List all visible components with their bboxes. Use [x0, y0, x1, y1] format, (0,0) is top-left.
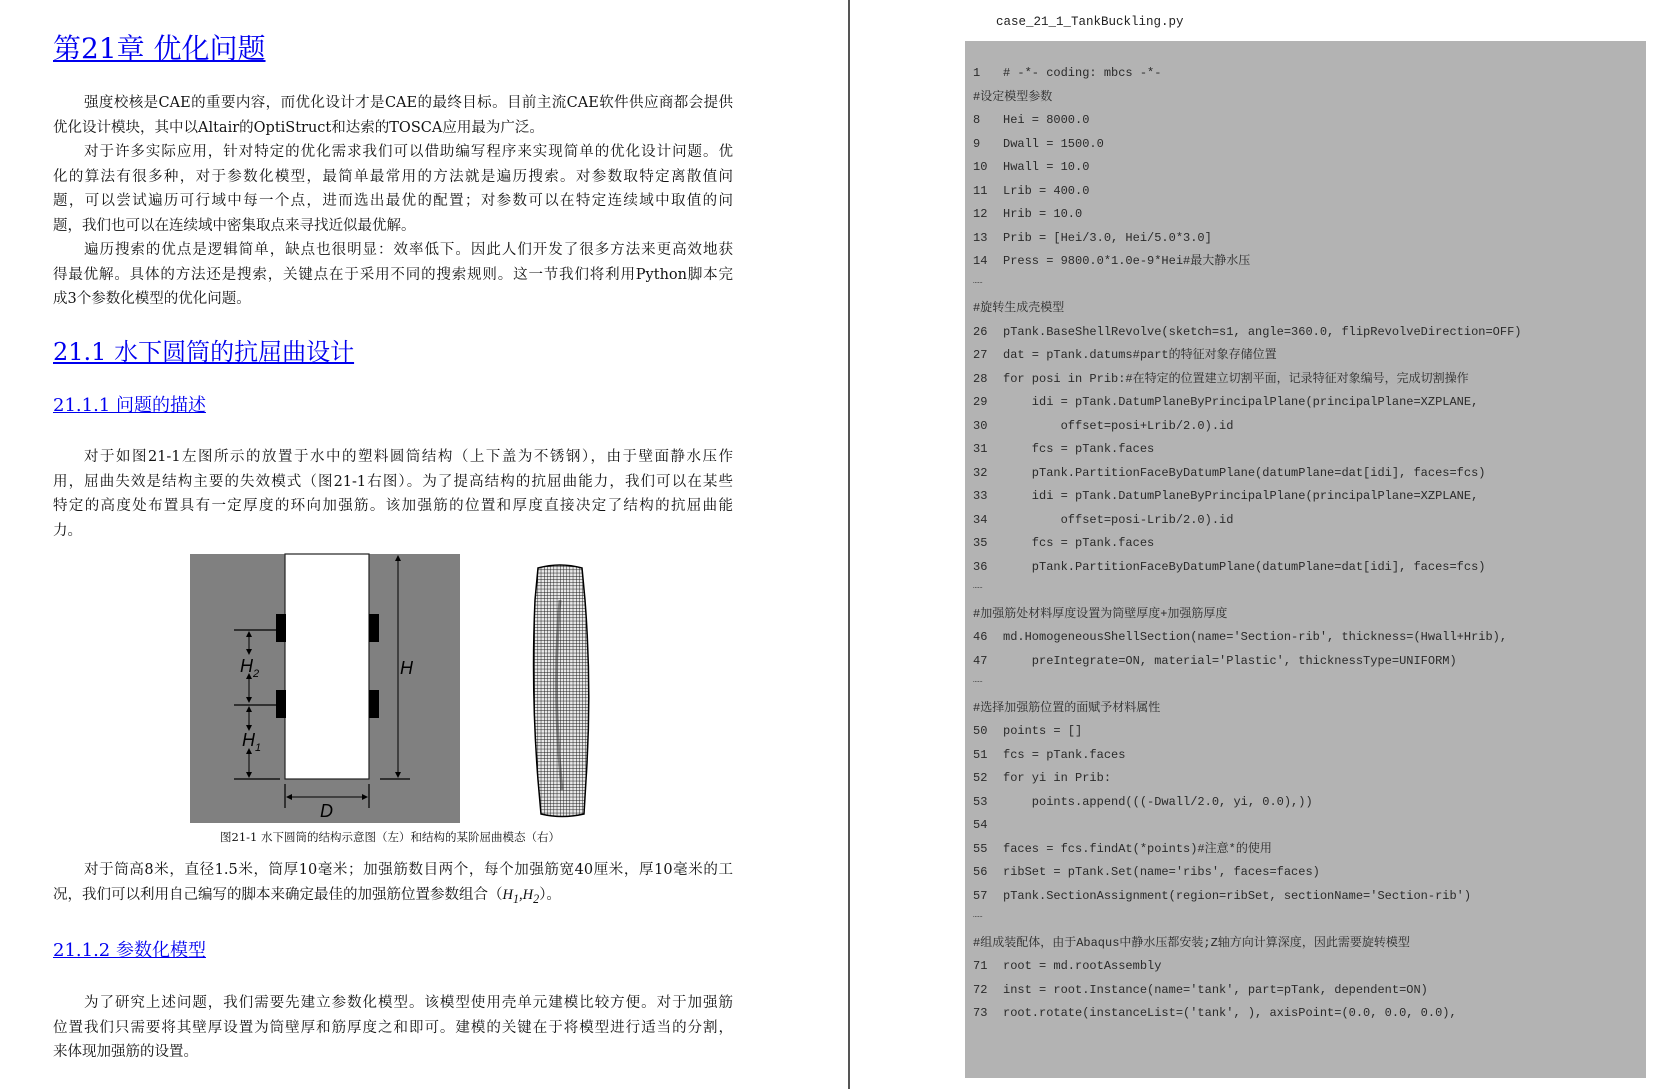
line-number: 51	[973, 747, 988, 762]
ellipsis-text: ……	[973, 276, 983, 286]
code-line	[973, 391, 1643, 415]
subsection-problem-link[interactable]: 21.1.1 问题的描述	[53, 395, 206, 416]
code-text: preIntegrate=ON, material='Plastic', thicknessType=UNIFORM)	[1003, 653, 1457, 668]
label-h1: $H_1$	[242, 730, 262, 754]
line-number: 46	[973, 630, 988, 644]
code-lines	[973, 62, 1643, 1026]
paragraph-line: 题，可以尝试遍历可行域中每一个点，进而选出最优的配置；对参数可以在特定连续域中取值的问	[53, 193, 733, 209]
code-text: fcs = pTank.faces	[1003, 747, 1126, 762]
code-text: pTank.SectionAssignment(region=ribSet, sectionName='Section-rib')	[1003, 888, 1472, 903]
code-text: points.append(((-Dwall/2.0, yi, 0.0),))	[1003, 794, 1313, 809]
line-number: 71	[973, 959, 988, 973]
code-text: offset=posi-Lrib/2.0).id	[1003, 512, 1234, 527]
code-text: faces = fcs.findAt(*points)#注意*的使用	[1003, 841, 1272, 856]
code-line	[973, 744, 1643, 768]
code-line	[973, 626, 1643, 650]
line-number: 27	[973, 348, 988, 362]
code-text: Lrib = 400.0	[1003, 183, 1090, 198]
line-number: 55	[973, 841, 988, 856]
code-line	[973, 720, 1643, 744]
code-line	[973, 791, 1643, 815]
page-divider	[848, 0, 850, 1089]
model-paragraph	[53, 991, 733, 1065]
paragraph-line: 化的算法有很多种，对于参数化模型，最简单最常用的方法就是遍历搜索。对参数取特定离散值问	[53, 168, 733, 185]
paragraph-line: 遍历搜索的优点是逻辑简单，缺点也很明显：效率低下。因此人们开发了很多方法来更高效地获	[84, 242, 733, 258]
paragraph-line: 对于如图21-1左图所示的放置于水中的塑料圆筒结构（上下盖为不锈钢），由于壁面静水压作	[84, 449, 733, 465]
rib-right-upper	[369, 614, 379, 642]
code-comment-line	[973, 603, 1643, 627]
ellipsis-text: ……	[973, 911, 983, 920]
code-text: fcs = pTank.faces	[1003, 536, 1155, 550]
code-line	[973, 485, 1643, 509]
line-number: 8	[973, 113, 981, 127]
code-comment-line	[973, 932, 1643, 956]
line-number: 35	[973, 536, 988, 550]
code-text: Prib = [Hei/3.0, Hei/5.0*3.0]	[1003, 230, 1212, 245]
paragraph-line: 成3个参数化模型的优化问题。	[53, 291, 251, 307]
line-number: 47	[973, 653, 988, 668]
paragraph-line: 位置我们只需要将其壁厚设置为筒壁厚和筋厚度之和即可。建模的关键在于将模型进行适当的分割，	[53, 1019, 733, 1036]
line-number: 72	[973, 982, 988, 997]
code-comment-line	[973, 697, 1643, 721]
code-line	[973, 109, 1643, 133]
code-text: ribSet = pTank.Set(name='ribs', faces=faces)	[1003, 865, 1320, 879]
line-number: 33	[973, 489, 988, 503]
code-filename: case_21_1_TankBuckling.py	[996, 15, 1184, 29]
code-text: idi = pTank.DatumPlaneByPrincipalPlane(principalPlane=XZPLANE,	[1003, 395, 1479, 409]
code-line	[973, 885, 1643, 909]
code-comment-line	[973, 297, 1643, 321]
code-text: Dwall = 1500.0	[1003, 136, 1104, 151]
code-line	[973, 227, 1643, 251]
code-text: pTank.PartitionFaceByDatumPlane(datumPlane=dat[idi], faces=fcs)	[1003, 465, 1486, 480]
code-line	[973, 767, 1643, 791]
paragraph-line: 来体现加强筋的设置。	[53, 1044, 198, 1060]
line-number: 28	[973, 371, 988, 386]
code-text: for yi in Prib:	[1003, 771, 1112, 785]
line-number: 9	[973, 136, 981, 151]
comment-text: #组成装配体，由于Abaqus中静水压都安装;Z轴方向计算深度，因此需要旋转模型	[973, 935, 1410, 950]
code-text: inst = root.Instance(name='tank', part=pTank, dependent=ON)	[1003, 982, 1428, 997]
line-number: 34	[973, 512, 988, 527]
paragraph-line: 得最优解。具体的方法还是搜索，关键点在于采用不同的搜索规则。这一节我们将利用Python脚本完	[53, 266, 733, 283]
line-number: 30	[973, 418, 988, 433]
code-text: points = []	[1003, 724, 1083, 738]
code-text: fcs = pTank.faces	[1003, 442, 1155, 456]
line-number: 1	[973, 66, 981, 80]
paragraph-line: 用，屈曲失效是结构主要的失效模式（图21-1右图）。为了提高结构的抗屈曲能力，我们可以在某些	[53, 473, 733, 490]
chapter-title-link[interactable]: 第21章 优化问题	[53, 32, 266, 65]
code-line	[973, 838, 1643, 862]
rib-left-upper	[276, 614, 286, 642]
code-line	[973, 556, 1643, 580]
code-text: dat = pTank.datums#part的特征对象存储位置	[1003, 348, 1277, 362]
paragraph-line: 对于筒高8米，直径1.5米，筒厚10毫米；加强筋数目两个，每个加强筋宽40厘米，厚10毫米的工	[84, 862, 733, 878]
tank-body	[285, 554, 369, 779]
code-line	[973, 814, 1643, 838]
figure-caption: 图21-1 水下圆筒的结构示意图（左）和结构的某阶屈曲模态（右）	[220, 830, 560, 844]
line-number: 26	[973, 324, 988, 339]
code-line	[973, 62, 1643, 86]
paragraph-line: 力。	[53, 522, 82, 539]
code-line	[973, 509, 1643, 533]
comment-text: #旋转生成壳模型	[973, 301, 1065, 315]
code-line	[973, 250, 1643, 274]
line-number: 53	[973, 794, 988, 809]
code-line	[973, 1002, 1643, 1026]
label-h: H	[400, 658, 413, 678]
code-text: for posi in Prib:#在特定的位置建立切割平面，记录特征对象编号，完成切割操作	[1003, 371, 1469, 386]
code-text: Hei = 8000.0	[1003, 113, 1090, 127]
line-number: 12	[973, 207, 988, 221]
line-number: 73	[973, 1006, 988, 1020]
code-line	[973, 861, 1643, 885]
paragraph-line: 特定的高度处布置具有一定厚度的环向加强筋。该加强筋的位置和厚度直接决定了结构的抗屈曲能	[53, 498, 733, 514]
paragraph-line: 强度校核是CAE的重要内容，而优化设计才是CAE的最终目标。目前主流CAE软件供应商都会提供	[84, 95, 733, 111]
tank-schematic-diagram	[190, 554, 460, 823]
rib-left-lower	[276, 690, 286, 718]
section-title-link[interactable]: 21.1 水下圆筒的抗屈曲设计	[53, 338, 355, 366]
line-number: 50	[973, 724, 988, 738]
code-line	[973, 650, 1643, 674]
code-text: pTank.PartitionFaceByDatumPlane(datumPlane=dat[idi], faces=fcs)	[1003, 559, 1486, 574]
code-ellipsis	[973, 908, 1643, 932]
line-number: 31	[973, 442, 988, 456]
code-line	[973, 203, 1643, 227]
code-ellipsis	[973, 274, 1643, 298]
line-number: 57	[973, 888, 988, 903]
code-line	[973, 955, 1643, 979]
code-text: Press = 9800.0*1.0e-9*Hei#最大静水压	[1003, 254, 1251, 268]
comment-text: #加强筋处材料厚度设置为筒壁厚度+加强筋厚度	[973, 606, 1228, 621]
code-text: root = md.rootAssembly	[1003, 959, 1162, 973]
paragraph-line: 况，我们可以利用自己编写的脚本来确定最佳的加强筋位置参数组合$(H_1,H_2)$。	[53, 886, 561, 906]
code-text: pTank.BaseShellRevolve(sketch=s1, angle=360.0, flipRevolveDirection=OFF)	[1003, 324, 1522, 339]
math-h1-h2: $H_1,H_2$	[502, 886, 540, 906]
code-text: Hrib = 10.0	[1003, 207, 1083, 221]
line-number: 14	[973, 254, 988, 268]
conditions-paragraph	[53, 858, 733, 907]
code-text: offset=posi+Lrib/2.0).id	[1003, 418, 1234, 433]
code-ellipsis	[973, 579, 1643, 603]
line-number: 36	[973, 559, 988, 574]
line-number: 29	[973, 395, 988, 409]
code-line	[973, 415, 1643, 439]
comment-text: #选择加强筋位置的面赋予材料属性	[973, 700, 1161, 715]
code-text: root.rotate(instanceList=('tank', ), axisPoint=(0.0, 0.0, 0.0),	[1003, 1006, 1457, 1020]
code-text: idi = pTank.DatumPlaneByPrincipalPlane(principalPlane=XZPLANE,	[1003, 489, 1479, 503]
code-ellipsis	[973, 673, 1643, 697]
code-line	[973, 133, 1643, 157]
buckling-mode-mesh-image	[534, 565, 589, 817]
line-number: 11	[973, 183, 988, 198]
code-line	[973, 532, 1643, 556]
line-number: 54	[973, 818, 988, 832]
subsection-model-link[interactable]: 21.1.2 参数化模型	[53, 940, 206, 961]
ellipsis-text: ……	[973, 676, 983, 685]
code-line	[973, 344, 1643, 368]
comment-text: #设定模型参数	[973, 89, 1053, 104]
paragraph-line: 优化设计模块，其中以Altair的OptiStruct和达索的TOSCA应用最为广泛。	[53, 119, 544, 136]
line-number: 56	[973, 865, 988, 879]
ellipsis-text: ……	[973, 582, 983, 591]
paragraph-line: 为了研究上述问题，我们需要先建立参数化模型。该模型使用壳单元建模比较方便。对于加强筋	[84, 995, 733, 1011]
line-number: 52	[973, 771, 988, 785]
line-number: 10	[973, 160, 988, 174]
code-text: # -*- coding: mbcs -*-	[1003, 66, 1162, 80]
label-h2: $H_2$	[240, 656, 260, 680]
paragraph-line: 题，我们也可以在连续域中密集取点来寻找近似最优解。	[53, 217, 416, 234]
line-number: 32	[973, 465, 988, 480]
line-number: 13	[973, 230, 988, 245]
paragraph-line: 对于许多实际应用，针对特定的优化需求我们可以借助编写程序来实现简单的优化设计问题。优	[84, 144, 733, 160]
code-comment-line	[973, 86, 1643, 110]
code-line	[973, 321, 1643, 345]
rib-right-lower	[369, 690, 379, 718]
code-line	[973, 979, 1643, 1003]
label-d: D	[320, 801, 333, 821]
code-line	[973, 180, 1643, 204]
code-line	[973, 368, 1643, 392]
code-line	[973, 156, 1643, 180]
code-line	[973, 462, 1643, 486]
code-line	[973, 438, 1643, 462]
code-text: Hwall = 10.0	[1003, 160, 1090, 174]
code-text: md.HomogeneousShellSection(name='Section-rib', thickness=(Hwall+Hrib),	[1003, 630, 1508, 644]
